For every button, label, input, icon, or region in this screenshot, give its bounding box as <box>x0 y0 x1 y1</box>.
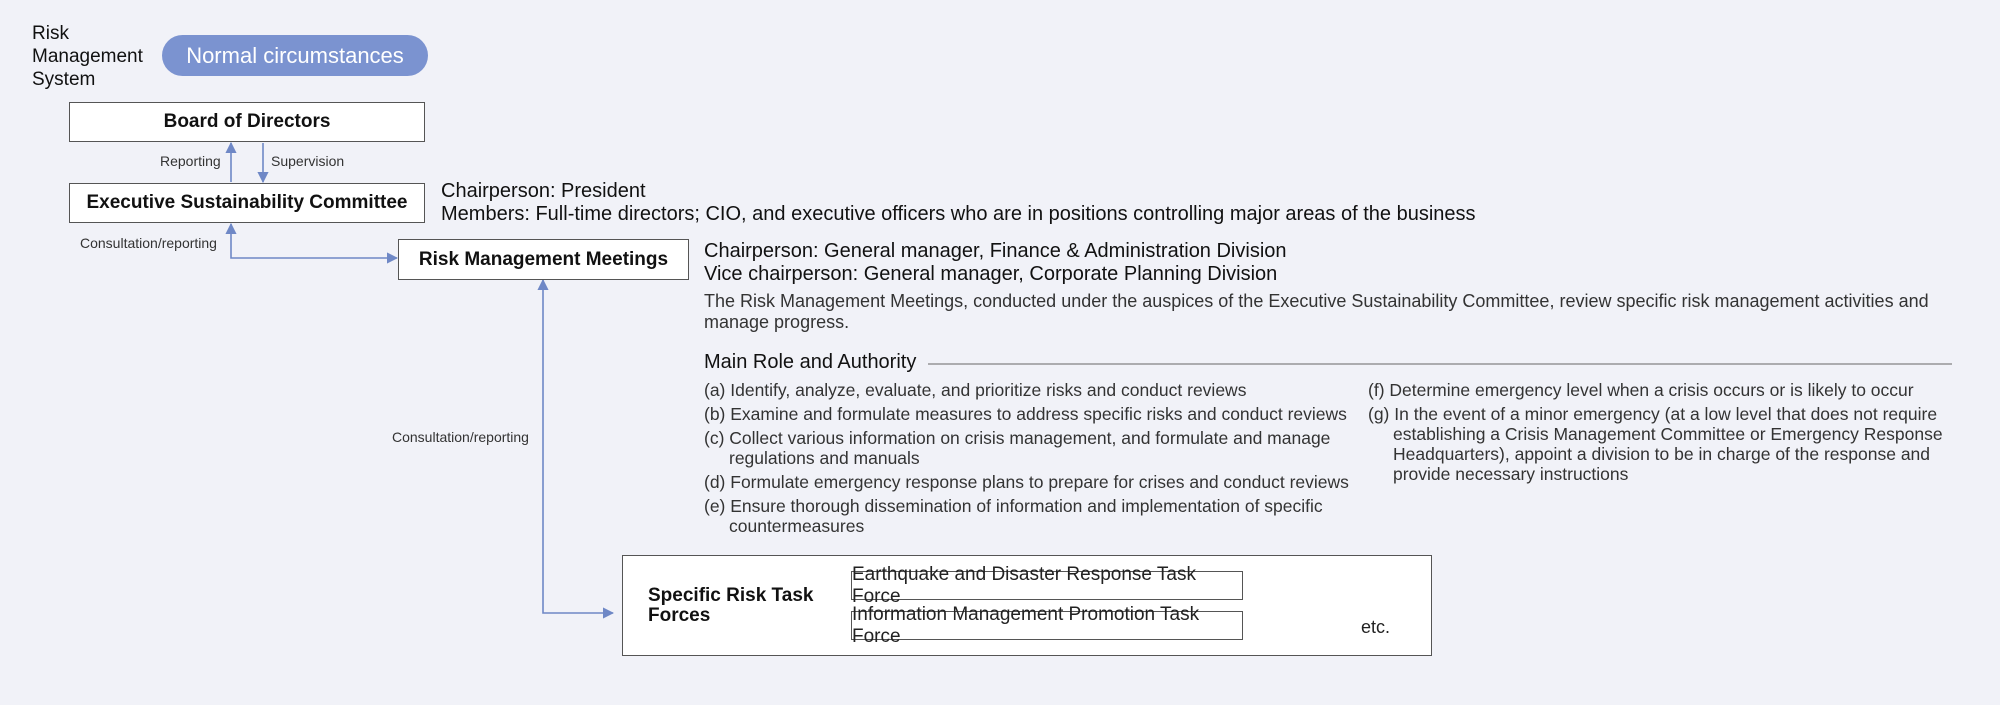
role-item-e: (e) Ensure thorough dissemination of information and implementation of specific countermeasures <box>704 496 1323 536</box>
esc-members: Members: Full-time directors; CIO, and executive officers who are in positions controlling major areas of the business <box>441 203 1476 225</box>
esc-chairperson: Chairperson: President <box>441 180 646 202</box>
information-management-task-force-box: Information Management Promotion Task Force <box>851 611 1243 640</box>
consultation-arrow-2 <box>543 280 613 613</box>
reporting-label: Reporting <box>160 153 221 169</box>
role-item-c: (c) Collect various information on crisis management, and formulate and manage regulations and manuals <box>704 428 1331 468</box>
risk-management-meetings-box: Risk Management Meetings <box>398 239 689 280</box>
etc-label: etc. <box>1361 617 1391 637</box>
rmm-chairperson: Chairperson: General manager, Finance & Administration Division <box>704 240 1287 262</box>
role-item-a: (a) Identify, analyze, evaluate, and prioritize risks and conduct reviews <box>704 380 1247 400</box>
board-of-directors-box: Board of Directors <box>69 102 425 142</box>
rmm-vice-chairperson: Vice chairperson: General manager, Corporate Planning Division <box>704 263 1278 285</box>
consultation-arrow-1 <box>231 224 397 258</box>
rmm-description: The Risk Management Meetings, conducted under the auspices of the Executive Sustainability Committee, review specific risk management activities and manage progress. <box>704 291 1929 332</box>
roles-heading: Main Role and Authority <box>704 351 922 374</box>
executive-sustainability-committee-box: Executive Sustainability Committee <box>69 183 425 223</box>
title-line-2: Management <box>32 46 143 67</box>
role-item-b: (b) Examine and formulate measures to address specific risks and conduct reviews <box>704 404 1347 424</box>
task-forces-label: Specific Risk Task Forces <box>648 585 814 626</box>
title-line-3: System <box>32 69 96 90</box>
role-item-g: (g) In the event of a minor emergency (at a low level that does not require establishing a Crisis Management Committee or Emergency Response Headquarters), appoint a division to be in charge of the response and provide necessary instructions <box>1368 404 1943 484</box>
role-item-d: (d) Formulate emergency response plans to prepare for crises and conduct reviews <box>704 472 1349 492</box>
role-item-f: (f) Determine emergency level when a crisis occurs or is likely to occur <box>1368 380 1914 400</box>
status-pill: Normal circumstances <box>162 35 428 76</box>
consultation-label-2: Consultation/reporting <box>392 429 529 445</box>
supervision-label: Supervision <box>271 153 345 169</box>
task-forces-container <box>622 555 1432 656</box>
title-line-1: Risk <box>32 23 69 44</box>
earthquake-task-force-box: Earthquake and Disaster Response Task Force <box>851 571 1243 600</box>
consultation-label-1: Consultation/reporting <box>80 235 217 251</box>
